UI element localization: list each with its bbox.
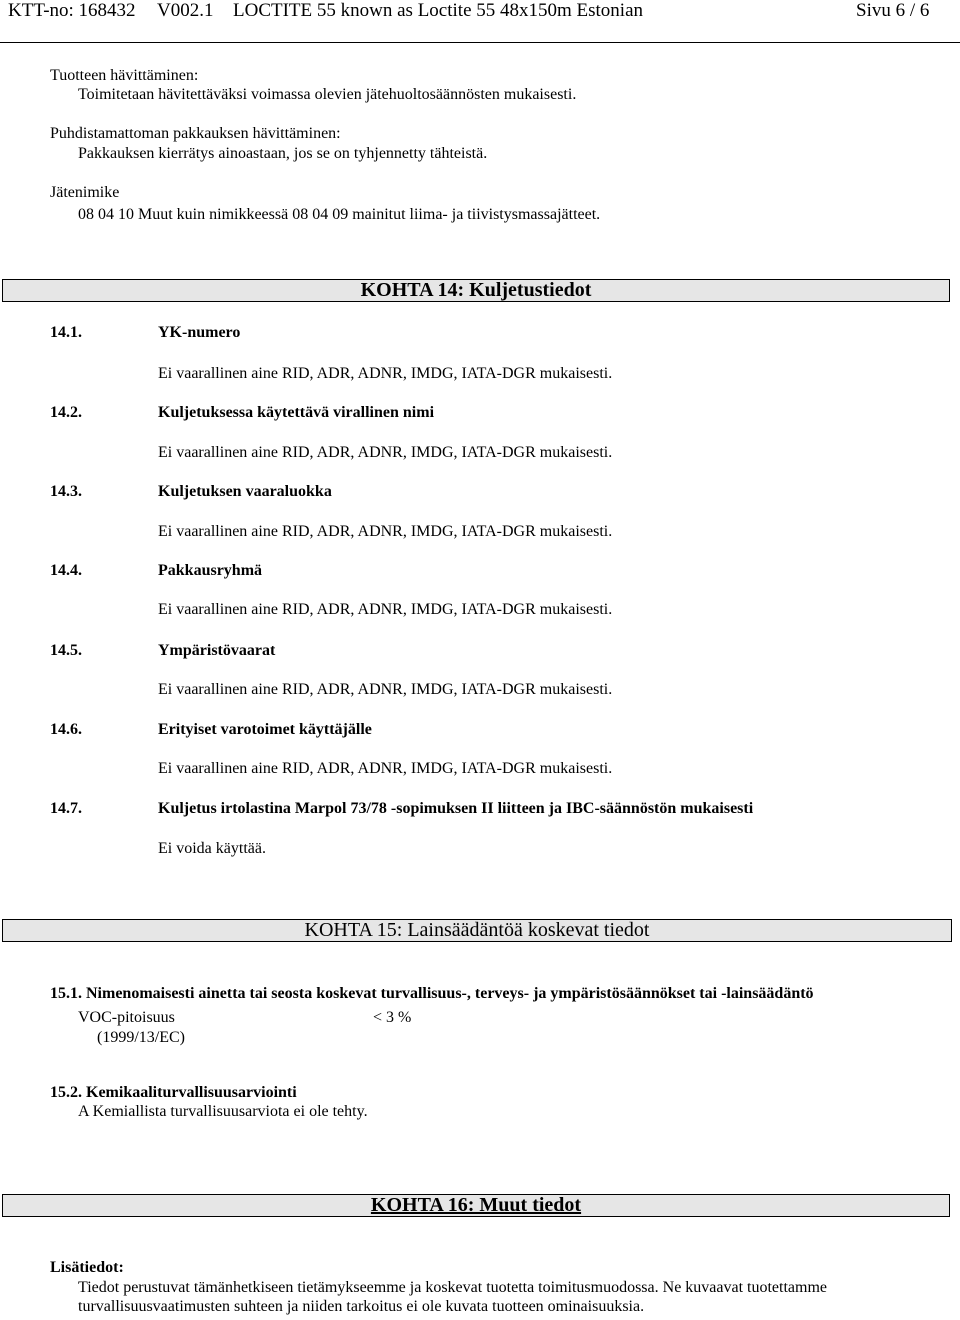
section-15-2-heading: 15.2. Kemikaaliturvallisuusarviointi xyxy=(50,1084,297,1101)
packaging-disposal-text: Pakkauksen kierrätys ainoastaan, jos se on tyhjennetty tähteistä. xyxy=(78,145,488,162)
additional-info-line-2: turvallisuusvaatimusten suhteen ja niiden tarkoitus ei ole kuvata tuotteen ominaisuuksia. xyxy=(78,1298,645,1315)
section-16-title: KOHTA 16: Muut tiedot xyxy=(370,1194,582,1216)
voc-directive: (1999/13/EC) xyxy=(97,1029,185,1046)
additional-info-line-1: Tiedot perustuvat tämänhetkiseen tietämykseemme ja koskevat tuotetta toimitusmuodossa. Ne kuvaavat tuotettamme xyxy=(78,1279,828,1296)
additional-info-label: Lisätiedot: xyxy=(50,1259,124,1276)
item-label: Kuljetuksessa käytettävä virallinen nimi xyxy=(158,404,435,421)
section-14-title: KOHTA 14: Kuljetustiedot xyxy=(360,279,592,301)
item-text: Ei vaarallinen aine RID, ADR, ADNR, IMDG, IATA-DGR mukaisesti. xyxy=(158,601,613,618)
item-text: Ei vaarallinen aine RID, ADR, ADNR, IMDG, IATA-DGR mukaisesti. xyxy=(158,444,613,461)
section-15-title: KOHTA 15: Lainsäädäntöä koskevat tiedot xyxy=(304,919,650,941)
item-label: YK-numero xyxy=(158,324,241,341)
item-number: 14.3. xyxy=(50,483,82,500)
item-label: Erityiset varotoimet käyttäjälle xyxy=(158,721,372,738)
section-15-header xyxy=(2,919,952,942)
product-disposal-label: Tuotteen hävittäminen: xyxy=(50,67,199,84)
item-number: 14.7. xyxy=(50,800,82,817)
product-disposal-text: Toimitetaan hävitettäväksi voimassa olevien jätehuoltosäännösten mukaisesti. xyxy=(78,86,577,103)
item-number: 14.2. xyxy=(50,404,82,421)
voc-label: VOC-pitoisuus xyxy=(78,1009,175,1026)
item-text: Ei vaarallinen aine RID, ADR, ADNR, IMDG, IATA-DGR mukaisesti. xyxy=(158,365,613,382)
item-label: Pakkausryhmä xyxy=(158,562,263,579)
item-number: 14.4. xyxy=(50,562,82,579)
section-16-header xyxy=(2,1194,950,1217)
item-text: Ei voida käyttää. xyxy=(158,840,266,857)
item-label: Ympäristövaarat xyxy=(158,642,276,659)
item-text: Ei vaarallinen aine RID, ADR, ADNR, IMDG, IATA-DGR mukaisesti. xyxy=(158,760,613,777)
document-version: V002.1 xyxy=(157,0,214,21)
section-14-header xyxy=(2,279,950,302)
section-15-1-heading: 15.1. Nimenomaisesti ainetta tai seosta koskevat turvallisuus-, terveys- ja ympäristösäännökset tai -lainsäädäntö xyxy=(50,985,814,1002)
item-text: Ei vaarallinen aine RID, ADR, ADNR, IMDG, IATA-DGR mukaisesti. xyxy=(158,681,613,698)
item-number: 14.6. xyxy=(50,721,82,738)
item-label: Kuljetus irtolastina Marpol 73/78 -sopimuksen II liitteen ja IBC-säännöstön mukaisesti xyxy=(158,800,754,817)
item-number: 14.1. xyxy=(50,324,82,341)
item-label: Kuljetuksen vaaraluokka xyxy=(158,483,332,500)
waste-code-label: Jätenimike xyxy=(50,184,120,201)
header-rule xyxy=(0,42,960,43)
document-id: KTT-no: 168432 xyxy=(8,0,136,21)
voc-value: < 3 % xyxy=(373,1009,412,1026)
product-name: LOCTITE 55 known as Loctite 55 48x150m Estonian xyxy=(233,0,644,21)
packaging-disposal-label: Puhdistamattoman pakkauksen hävittäminen: xyxy=(50,125,341,142)
waste-code-text: 08 04 10 Muut kuin nimikkeessä 08 04 09 mainitut liima- ja tiivistysmassajätteet. xyxy=(78,206,601,223)
item-text: Ei vaarallinen aine RID, ADR, ADNR, IMDG, IATA-DGR mukaisesti. xyxy=(158,523,613,540)
section-15-2-text: A Kemiallista turvallisuusarviota ei ole tehty. xyxy=(78,1103,368,1120)
page-number: Sivu 6 / 6 xyxy=(856,0,930,21)
item-number: 14.5. xyxy=(50,642,82,659)
